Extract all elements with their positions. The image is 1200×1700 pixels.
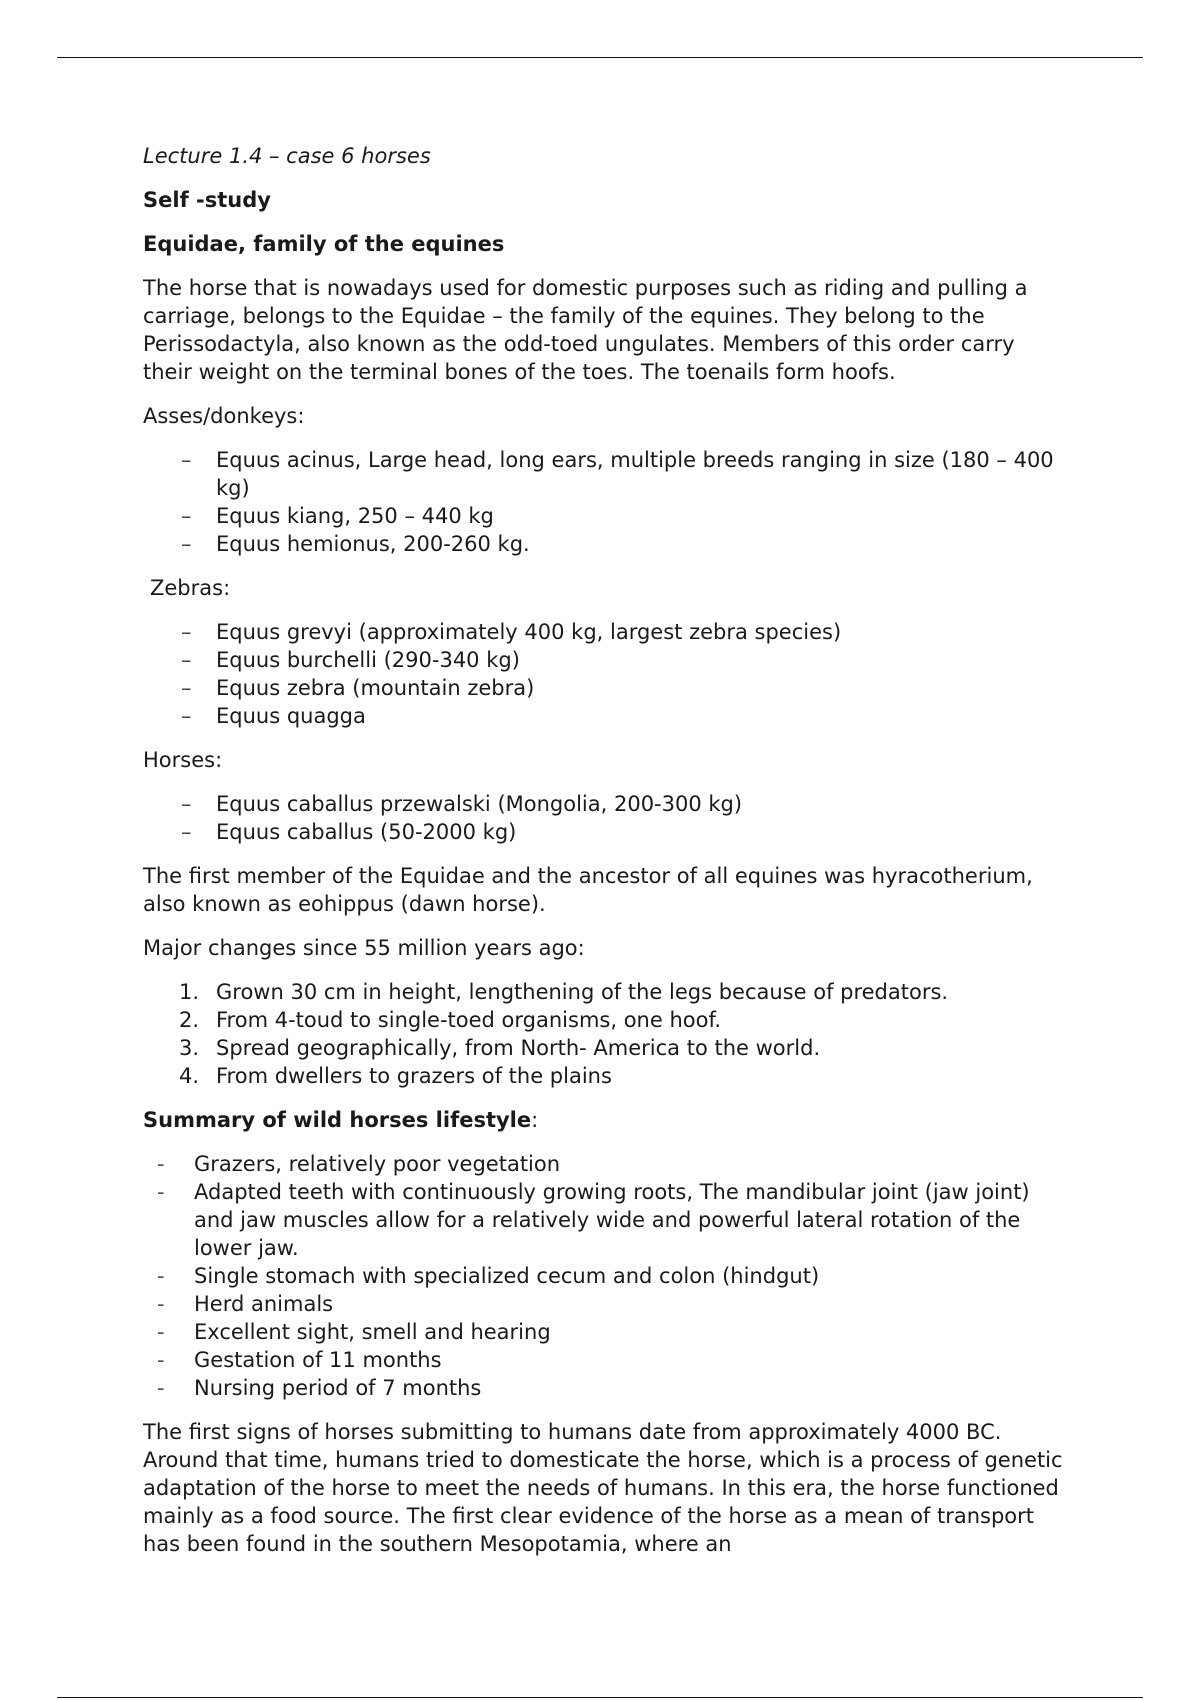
- top-rule: [57, 57, 1143, 58]
- list-item-text: Nursing period of 7 months: [194, 1376, 482, 1400]
- zebras-label: Zebras:: [150, 576, 231, 600]
- list-item: [143, 1346, 1063, 1374]
- list-item-text: From 4-toud to single-toed organisms, one hoof.: [216, 1008, 721, 1032]
- lecture-title: Lecture 1.4 – case 6 horses: [143, 144, 431, 168]
- list-item-text: Spread geographically, from North- America to the world.: [216, 1036, 821, 1060]
- list-item: [143, 1150, 1063, 1178]
- dash-marker: -: [157, 1348, 165, 1372]
- list-item: [143, 978, 1063, 1006]
- list-item-text: Equus grevyi (approximately 400 kg, largest zebra species): [216, 620, 842, 644]
- dash-marker: -: [157, 1152, 165, 1176]
- dash-marker: -: [157, 1264, 165, 1288]
- horses-list: [143, 790, 1063, 846]
- list-item: [143, 1262, 1063, 1290]
- dash-marker: –: [181, 620, 192, 644]
- list-item: [143, 502, 1063, 530]
- number-marker: 4.: [179, 1064, 200, 1088]
- list-item: [143, 1062, 1063, 1090]
- intro-paragraph: The horse that is nowadays used for domestic purposes such as riding and pulling a carriage, belongs to the Equidae – the family of the equines. They belong to the Perissodactyla, also known as the odd-toed ungulates. Members of this order carry their weight on the terminal bones of the toes. The toenails form hoofs.: [143, 276, 1028, 384]
- list-item-text: Equus zebra (mountain zebra): [216, 676, 535, 700]
- list-item-text: Single stomach with specialized cecum and colon (hindgut): [194, 1264, 820, 1288]
- list-item-text: Equus quagga: [216, 704, 366, 728]
- list-item-text: Grazers, relatively poor vegetation: [194, 1152, 561, 1176]
- list-item: [143, 1374, 1063, 1402]
- list-item-text: Herd animals: [194, 1292, 334, 1316]
- list-item: [143, 446, 1063, 502]
- dash-marker: –: [181, 820, 192, 844]
- list-item-text: Equus acinus, Large head, long ears, multiple breeds ranging in size (180 – 400 kg): [216, 448, 1054, 500]
- list-item: [143, 818, 1063, 846]
- list-item: [143, 674, 1063, 702]
- summary-heading-line: [143, 1106, 1063, 1134]
- dash-marker: –: [181, 704, 192, 728]
- list-item: [143, 790, 1063, 818]
- number-marker: 3.: [179, 1036, 200, 1060]
- summary-list: [143, 1150, 1063, 1402]
- list-item: [143, 646, 1063, 674]
- dash-marker: –: [181, 648, 192, 672]
- final-paragraph: The first signs of horses submitting to humans date from approximately 4000 BC. Around that time, humans tried to domesticate the horse, which is a process of genetic adaptation of the horse to meet the needs of humans. In this era, the horse functioned mainly as a food source. The first clear evidence of the horse as a mean of transport has been found in the southern Mesopotamia, where an: [143, 1420, 1063, 1556]
- self-study-heading: Self -study: [143, 188, 271, 212]
- dash-marker: –: [181, 532, 192, 556]
- list-item: [143, 1034, 1063, 1062]
- list-item: [143, 530, 1063, 558]
- list-item: [143, 1006, 1063, 1034]
- dash-marker: –: [181, 448, 192, 472]
- first-member-paragraph: The first member of the Equidae and the ancestor of all equines was hyracotherium, also known as eohippus (dawn horse).: [143, 864, 1033, 916]
- dash-marker: -: [157, 1320, 165, 1344]
- dash-marker: -: [157, 1180, 165, 1204]
- asses-label: Asses/donkeys:: [143, 404, 305, 428]
- list-item: [143, 1290, 1063, 1318]
- list-item-text: Excellent sight, smell and hearing: [194, 1320, 551, 1344]
- summary-colon: :: [531, 1108, 539, 1132]
- horses-label: Horses:: [143, 748, 223, 772]
- dash-marker: –: [181, 504, 192, 528]
- summary-heading: Summary of wild horses lifestyle: [143, 1108, 532, 1132]
- list-item-text: Equus hemionus, 200-260 kg.: [216, 532, 530, 556]
- list-item-text: Equus caballus przewalski (Mongolia, 200-300 kg): [216, 792, 743, 816]
- list-item-text: Gestation of 11 months: [194, 1348, 442, 1372]
- dash-marker: –: [181, 792, 192, 816]
- list-item-text: Equus burchelli (290-340 kg): [216, 648, 520, 672]
- dash-marker: -: [157, 1292, 165, 1316]
- major-changes-label: Major changes since 55 million years ago:: [143, 936, 585, 960]
- list-item-text: Equus caballus (50-2000 kg): [216, 820, 517, 844]
- dash-marker: -: [157, 1376, 165, 1400]
- equidae-heading: Equidae, family of the equines: [143, 232, 505, 256]
- zebras-list: [143, 618, 1063, 730]
- document-body: [143, 142, 1063, 1574]
- list-item-text: Equus kiang, 250 – 440 kg: [216, 504, 494, 528]
- dash-marker: –: [181, 676, 192, 700]
- list-item: [143, 1318, 1063, 1346]
- number-marker: 2.: [179, 1008, 200, 1032]
- list-item: [143, 1178, 1063, 1262]
- list-item: [143, 618, 1063, 646]
- list-item-text: Grown 30 cm in height, lengthening of the legs because of predators.: [216, 980, 949, 1004]
- list-item: [143, 702, 1063, 730]
- list-item-text: From dwellers to grazers of the plains: [216, 1064, 612, 1088]
- major-changes-list: [143, 978, 1063, 1090]
- list-item-text: Adapted teeth with continuously growing roots, The mandibular joint (jaw joint) and jaw muscles allow for a relatively wide and powerful lateral rotation of the lower jaw.: [194, 1180, 1030, 1260]
- bottom-rule: [57, 1697, 1143, 1698]
- number-marker: 1.: [179, 980, 200, 1004]
- asses-list: [143, 446, 1063, 558]
